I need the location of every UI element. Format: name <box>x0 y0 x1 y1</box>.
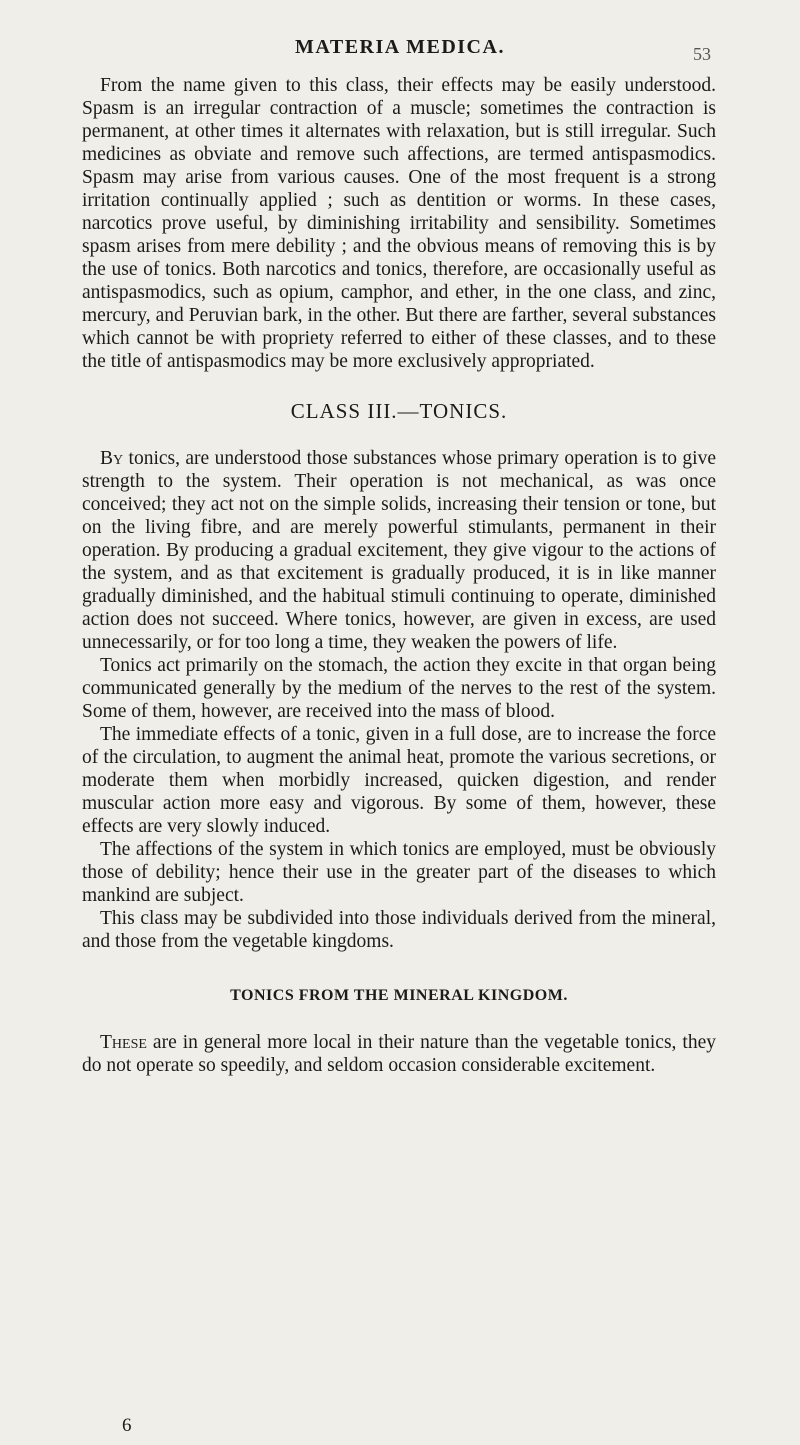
page-number: 53 <box>693 44 711 64</box>
body-text <box>82 74 716 1077</box>
lead-word: By <box>100 448 124 469</box>
paragraph-tonics-effects: The immediate effects of a tonic, given in a full dose, are to increase the force of the circulation, to augment the animal heat, promote the various secretions, or moderate them when morbidly increased, quicken digestion, and render muscular action more easy and vigorous. By some of them, however, these effects are very slowly induced. <box>82 724 716 837</box>
paragraph-tonics-definition <box>82 447 716 654</box>
paragraph-tonics-stomach: Tonics act primarily on the stomach, the action they excite in that organ being communicated generally by the medium of the nerves to the rest of the system. Some of them, however, are received into the mass of blood. <box>82 655 716 722</box>
paragraph-text: are in general more local in their nature than the vegetable tonics, they do not operate so speedily, and seldom occasion considerable excitement. <box>82 1032 716 1076</box>
paragraph-text: tonics, are understood those substances whose primary operation is to give strength to the system. Their operation is not mechanical, as was once conceived; they act not on the simple solids, increasing their tension or tone, but on the living fibre, and are merely powerful stimulants, permanent in their operation. By producing a gradual excitement, they give vigour to the actions of the system, and as that excitement is gradually produced, it is in like manner gradually diminished, and the habitual stimuli continuing to operate, diminished action does not succeed. Where tonics, however, are given in excess, are used unnecessarily, or for too long a time, they weaken the powers of life. <box>82 448 716 653</box>
paragraph-tonics-subdivision: This class may be subdivided into those individuals derived from the mineral, and those from the vegetable kingdoms. <box>82 908 716 952</box>
heading-class-iii-tonics: CLASS III.—TONICS. <box>290 399 508 423</box>
heading-mineral-kingdom: TONICS FROM THE MINERAL KINGDOM. <box>230 987 568 1004</box>
signature-mark: 6 <box>122 1415 132 1436</box>
paragraph-tonics-affections: The affections of the system in which tonics are employed, must be obviously those of debility; hence their use in the greater part of the diseases to which mankind are subject. <box>82 839 716 906</box>
running-title: MATERIA MEDICA. <box>295 36 505 58</box>
lead-word: These <box>100 1032 147 1053</box>
paragraph-antispasmodics: From the name given to this class, their effects may be easily understood. Spasm is an irregular contraction of a muscle; sometimes the contraction is permanent, at other times it alternates with relaxation, but is still irregular. Such medicines as obviate and remove such affections, are termed antispasmodics. Spasm may arise from various causes. One of the most frequent is a strong irritation continually applied ; such as dentition or worms. In these cases, narcotics prove useful, by diminishing irritability and sensibility. Sometimes spasm arises from mere debility ; and the obvious means of removing this is by the use of tonics. Both narcotics and tonics, therefore, are occasionally useful as antispasmodics, such as opium, camphor, and ether, in the one class, and zinc, mercury, and Peruvian bark, in the other. But there are farther, several substances which cannot be with propriety referred to either of these classes, and to these the title of antispasmodics may be more exclusively appropriated. <box>82 75 716 372</box>
paragraph-mineral-tonics <box>82 1031 716 1077</box>
